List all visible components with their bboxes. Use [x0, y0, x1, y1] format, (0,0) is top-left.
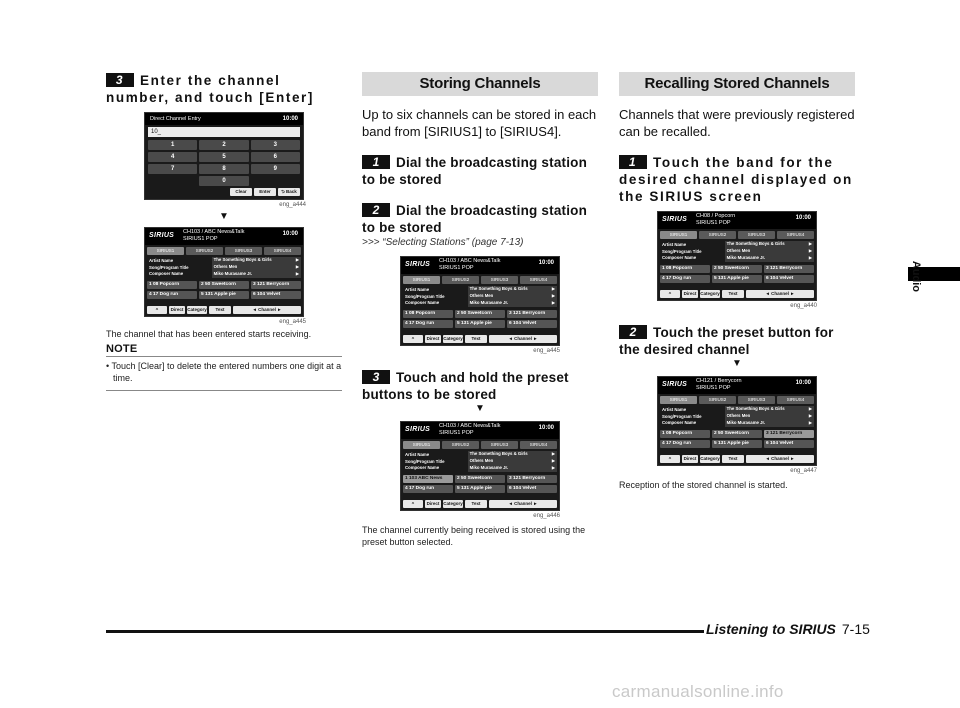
text-button[interactable]: Text: [465, 500, 487, 508]
info-value: Others Men: [726, 248, 751, 254]
play-arrow-icon: ▶: [551, 451, 555, 456]
play-arrow-icon: ▶: [808, 406, 812, 411]
channel-info: CH103 / ABC News&Talk SIRIUS1 POP: [183, 229, 245, 242]
info-label: Composer Name: [149, 271, 184, 276]
text-button[interactable]: Text: [722, 455, 744, 463]
sirius-logo: SIRIUS: [149, 232, 175, 239]
note-item: • Touch [Clear] to delete the entered numbers one digit at a time.: [106, 360, 342, 384]
info-value: Miko Murasame Jr.: [469, 465, 509, 471]
sirius-screen-figure: [657, 211, 817, 301]
bottom-bar: [147, 306, 301, 314]
figure-code: eng_a447: [790, 468, 817, 474]
channel-button[interactable]: ◄ Channel ►: [746, 290, 814, 298]
sirius-screen: [400, 256, 560, 346]
info-label: Composer Name: [405, 465, 440, 470]
preset-button[interactable]: 3 121 Berrycorn: [764, 265, 814, 273]
column-right: [619, 72, 855, 491]
preset-button[interactable]: 5 131 Apple pie: [199, 291, 249, 299]
channel-name: ABC News&Talk: [460, 258, 501, 264]
clear-button[interactable]: Clear: [230, 188, 252, 196]
band-tab[interactable]: SIRIUS2: [699, 396, 736, 404]
back-button[interactable]: [278, 188, 300, 196]
up-button[interactable]: ^: [147, 306, 167, 314]
band-tab[interactable]: SIRIUS4: [777, 231, 814, 239]
caption: Reception of the stored channel is started.: [619, 480, 788, 490]
screen-clock: 10:00: [795, 380, 811, 386]
intro-text: Up to six channels can be stored in each band from [SIRIUS1] to [SIRIUS4].: [362, 107, 597, 139]
band-tab[interactable]: SIRIUS3: [225, 247, 262, 255]
step-number-badge: 1: [362, 155, 390, 169]
band-tabs: [660, 231, 814, 239]
info-value-row[interactable]: [212, 271, 301, 278]
track-info: [147, 257, 301, 279]
preset-button[interactable]: 2 50 Sweetcorn: [712, 265, 762, 273]
figure-code: eng_a444: [279, 202, 306, 208]
down-arrow-icon: ▼: [475, 403, 485, 414]
info-value-row[interactable]: [468, 293, 557, 300]
preset-button[interactable]: 5 131 Apple pie: [712, 275, 762, 283]
channel-button[interactable]: ◄ Channel ►: [233, 306, 301, 314]
preset-button[interactable]: 3 121 Berrycorn: [507, 310, 557, 318]
preset-buttons: [147, 281, 301, 301]
step-text: Enter the channel number, and touch [Enter]: [106, 73, 315, 105]
band-tab[interactable]: SIRIUS3: [481, 276, 518, 284]
key-1[interactable]: 1: [148, 140, 197, 150]
sirius-logo: SIRIUS: [405, 261, 431, 268]
info-value: The Something Boys & Girls: [213, 257, 272, 262]
band-tab[interactable]: SIRIUS4: [264, 247, 301, 255]
info-label: Composer Name: [662, 255, 697, 260]
step-heading: [619, 154, 855, 205]
channel-sub: SIRIUS1 POP: [439, 430, 474, 436]
play-arrow-icon: ▶: [808, 241, 812, 246]
back-arrow-icon: ⮌: [281, 189, 285, 194]
band-tab[interactable]: SIRIUS4: [520, 441, 557, 449]
info-value-row[interactable]: [468, 458, 557, 465]
figure-code: eng_a445: [279, 319, 306, 325]
band-tabs: [660, 396, 814, 404]
bottom-bar: [660, 290, 814, 298]
direct-button[interactable]: Direct: [426, 336, 440, 341]
info-value: The Something Boys & Girls: [469, 451, 528, 456]
info-value: The Something Boys & Girls: [726, 406, 785, 411]
step-text: Touch the preset button for the desired channel: [619, 325, 834, 357]
divider: [106, 390, 342, 391]
figure-code: eng_a440: [790, 303, 817, 309]
band-tab[interactable]: SIRIUS3: [738, 396, 775, 404]
sirius-screen: [144, 227, 304, 317]
intro-text: Channels that were previously registered can be recalled.: [619, 107, 855, 139]
bottom-bar: [660, 455, 814, 463]
preset-button[interactable]: 6 104 Velvet: [507, 485, 557, 493]
info-value-row[interactable]: [725, 248, 814, 255]
band-tab[interactable]: SIRIUS4: [777, 396, 814, 404]
step-heading: [362, 154, 598, 188]
key-3[interactable]: 3: [251, 140, 300, 150]
sirius-logo: SIRIUS: [662, 216, 688, 223]
channel-name: ABC News&Talk: [204, 229, 245, 235]
info-label: Song/Program Title: [405, 458, 445, 464]
category-button[interactable]: Category: [700, 456, 720, 461]
channel-button[interactable]: ◄ Channel ►: [489, 335, 557, 343]
info-value-row[interactable]: [468, 300, 557, 307]
info-value: Miko Murasame Jr.: [213, 271, 253, 277]
band-tab[interactable]: SIRIUS1: [403, 276, 440, 284]
channel-sub: SIRIUS1 POP: [696, 385, 731, 391]
channel-number: CH103: [439, 423, 457, 429]
preset-button[interactable]: 6 104 Velvet: [764, 440, 814, 448]
info-label: Song/Program Title: [662, 413, 702, 419]
step-text: Touch and hold the preset buttons to be stored: [362, 370, 569, 402]
step-heading: [362, 202, 598, 236]
play-arrow-icon: ▶: [551, 293, 555, 299]
step-text: Dial the broadcasting station to be stored: [362, 203, 588, 235]
channel-name: ABC News&Talk: [460, 423, 501, 429]
key-6[interactable]: 6: [251, 152, 300, 162]
track-info: [403, 451, 557, 473]
bottom-bar: [403, 500, 557, 508]
section-heading: Recalling Stored Channels: [619, 72, 855, 96]
channel-number: CH121: [696, 378, 714, 384]
bottom-bar: [403, 335, 557, 343]
band-tab[interactable]: SIRIUS1: [660, 231, 697, 239]
play-arrow-icon: ▶: [808, 413, 812, 419]
band-tab[interactable]: SIRIUS3: [738, 231, 775, 239]
figure-code: eng_a445: [533, 348, 560, 354]
track-info: [403, 286, 557, 308]
preset-button[interactable]: 3 121 Berrycorn: [251, 281, 301, 289]
down-arrow-icon: ▼: [732, 358, 742, 369]
key-0[interactable]: 0: [199, 176, 248, 186]
info-value-row[interactable]: [725, 406, 814, 413]
step-text: Touch the band for the desired channel displayed on the SIRIUS screen: [619, 155, 853, 204]
screen-clock: 10:00: [282, 231, 298, 237]
preset-buttons: [660, 430, 814, 450]
step-number-badge: 3: [106, 73, 134, 87]
info-label: Artist Name: [662, 407, 687, 412]
text-button[interactable]: Text: [209, 306, 231, 314]
key-9[interactable]: 9: [251, 164, 300, 174]
info-value: The Something Boys & Girls: [726, 241, 785, 246]
info-labels: [405, 452, 445, 472]
channel-info: CH103 / ABC News&Talk SIRIUS1 POP: [439, 258, 501, 271]
step-number-badge: 3: [362, 370, 390, 384]
play-arrow-icon: ▶: [808, 420, 812, 426]
play-arrow-icon: ▶: [295, 257, 299, 262]
text-button[interactable]: Text: [465, 335, 487, 343]
screen-clock: 10:00: [538, 425, 554, 431]
direct-button[interactable]: Direct: [683, 456, 697, 461]
preset-button[interactable]: 6 104 Velvet: [764, 275, 814, 283]
key-4[interactable]: 4: [148, 152, 197, 162]
category-button[interactable]: Category: [187, 307, 207, 312]
info-label: Song/Program Title: [662, 248, 702, 254]
channel-sub: SIRIUS1 POP: [696, 220, 731, 226]
step-text: Dial the broadcasting station to be stored: [362, 155, 588, 187]
channel-name: Popcorn: [714, 213, 736, 219]
info-label: Artist Name: [662, 242, 687, 247]
page-number: 7-15: [841, 621, 870, 637]
column-middle: [362, 72, 598, 548]
info-values: [212, 257, 301, 279]
play-arrow-icon: ▶: [551, 286, 555, 291]
info-label: Composer Name: [405, 300, 440, 305]
category-button[interactable]: Category: [700, 291, 720, 296]
sirius-screen: [657, 211, 817, 301]
info-value: Miko Murasame Jr.: [726, 420, 766, 426]
info-value-row[interactable]: [725, 413, 814, 420]
key-5[interactable]: 5: [199, 152, 248, 162]
screen-clock: 10:00: [538, 260, 554, 266]
up-button[interactable]: ^: [660, 455, 680, 463]
info-label: Artist Name: [405, 287, 430, 292]
channel-info: CH121 / Berrycorn SIRIUS1 POP: [696, 378, 742, 391]
key-2[interactable]: 2: [199, 140, 248, 150]
preset-button[interactable]: 5 131 Apple pie: [455, 485, 505, 493]
preset-button[interactable]: 1 08 Popcorn: [147, 281, 197, 289]
screen-clock: 10:00: [795, 215, 811, 221]
channel-number: CH103: [439, 258, 457, 264]
info-value-row[interactable]: [468, 465, 557, 472]
info-values: [468, 286, 557, 308]
preset-button-selected[interactable]: 1 103 ABC News: [403, 475, 453, 483]
preset-button[interactable]: 5 131 Apple pie: [712, 440, 762, 448]
key-spacer: [251, 176, 300, 186]
info-label: Artist Name: [149, 258, 174, 263]
info-labels: [662, 242, 702, 262]
channel-info: CH103 / ABC News&Talk SIRIUS1 POP: [439, 423, 501, 436]
column-left: [106, 72, 342, 391]
preset-button[interactable]: 4 17 Dog run: [147, 291, 197, 299]
info-value: Others Men: [213, 264, 238, 270]
sirius-logo: SIRIUS: [405, 426, 431, 433]
play-arrow-icon: ▶: [295, 264, 299, 270]
preset-button[interactable]: 1 08 Popcorn: [660, 265, 710, 273]
info-label: Song/Program Title: [149, 264, 189, 270]
info-value-row[interactable]: [725, 241, 814, 248]
preset-button[interactable]: 6 104 Velvet: [507, 320, 557, 328]
info-label: Composer Name: [662, 420, 697, 425]
channel-number: CH08: [696, 213, 711, 219]
screen-title: Direct Channel Entry: [145, 113, 303, 125]
key-8[interactable]: 8: [199, 164, 248, 174]
direct-channel-entry-screen: [144, 112, 304, 200]
screen-clock: 10:00: [282, 116, 298, 122]
info-values: [468, 451, 557, 473]
down-arrow-icon: ▼: [219, 211, 229, 222]
step-number-badge: 2: [362, 203, 390, 217]
band-tab[interactable]: SIRIUS2: [699, 231, 736, 239]
track-info: [660, 406, 814, 428]
up-button[interactable]: ^: [403, 335, 423, 343]
band-tab[interactable]: SIRIUS3: [481, 441, 518, 449]
band-tab[interactable]: SIRIUS1: [403, 441, 440, 449]
preset-button[interactable]: 4 17 Dog run: [403, 320, 453, 328]
info-value: Miko Murasame Jr.: [469, 300, 509, 306]
band-tab[interactable]: SIRIUS4: [520, 276, 557, 284]
up-button[interactable]: ^: [403, 500, 423, 508]
play-arrow-icon: ▶: [551, 458, 555, 464]
info-value-row[interactable]: [725, 420, 814, 427]
channel-button[interactable]: ◄ Channel ►: [489, 500, 557, 508]
preset-button[interactable]: 3 121 Berrycorn: [507, 475, 557, 483]
channel-sub: SIRIUS1 POP: [183, 236, 218, 242]
text-button[interactable]: Text: [722, 290, 744, 298]
enter-button[interactable]: Enter: [254, 188, 276, 196]
preset-button[interactable]: 4 17 Dog run: [660, 275, 710, 283]
direct-button[interactable]: Direct: [170, 307, 184, 312]
footer-rule: [106, 630, 704, 633]
info-value-row[interactable]: [212, 257, 301, 264]
preset-button[interactable]: 5 131 Apple pie: [455, 320, 505, 328]
direct-entry-figure: [144, 112, 304, 200]
preset-button[interactable]: 2 50 Sweetcorn: [455, 475, 505, 483]
channel-number-input[interactable]: 10_: [148, 127, 300, 137]
keypad: [148, 140, 300, 186]
band-tab[interactable]: SIRIUS1: [147, 247, 184, 255]
channel-info: CH08 / Popcorn SIRIUS1 POP: [696, 213, 736, 226]
info-value: The Something Boys & Girls: [469, 286, 528, 291]
step-number-badge: 1: [619, 155, 647, 169]
caption: The channel that has been entered starts receiving.: [106, 329, 312, 339]
preset-buttons: [403, 310, 557, 330]
preset-buttons: [403, 475, 557, 495]
step-heading: [362, 369, 598, 403]
preset-buttons: [660, 265, 814, 285]
info-value: Others Men: [469, 458, 494, 464]
info-values: [725, 241, 814, 263]
band-tab[interactable]: SIRIUS2: [442, 441, 479, 449]
step-number-badge: 2: [619, 325, 647, 339]
preset-button[interactable]: 6 104 Velvet: [251, 291, 301, 299]
info-value-row[interactable]: [468, 451, 557, 458]
sirius-screen-figure: [400, 256, 560, 346]
band-tabs: [403, 441, 557, 449]
band-tab[interactable]: SIRIUS2: [442, 276, 479, 284]
preset-button[interactable]: 4 17 Dog run: [660, 440, 710, 448]
footer-title: Listening to SIRIUS: [706, 621, 836, 637]
key-7[interactable]: 7: [148, 164, 197, 174]
cross-reference[interactable]: >>> “Selecting Stations” (page 7-13): [362, 237, 524, 248]
section-tab-label: Audio: [910, 260, 922, 292]
info-label: Artist Name: [405, 452, 430, 457]
track-info: [660, 241, 814, 263]
info-labels: [405, 287, 445, 307]
preset-button[interactable]: 2 50 Sweetcorn: [199, 281, 249, 289]
play-arrow-icon: ▶: [295, 271, 299, 277]
channel-number: CH103: [183, 229, 201, 235]
info-labels: [662, 407, 702, 427]
entry-actions: [230, 188, 300, 196]
figure-code: eng_a446: [533, 513, 560, 519]
note-title: NOTE: [106, 343, 138, 355]
preset-button[interactable]: 2 50 Sweetcorn: [455, 310, 505, 318]
sirius-logo: SIRIUS: [662, 381, 688, 388]
info-value: Others Men: [726, 413, 751, 419]
info-value-row[interactable]: [468, 286, 557, 293]
step-heading: [619, 324, 855, 358]
category-button[interactable]: Category: [443, 336, 463, 341]
caption: The channel currently being received is stored using the preset button selected.: [362, 525, 586, 547]
divider: [106, 356, 342, 357]
preset-button[interactable]: 4 17 Dog run: [403, 485, 453, 493]
info-value-row[interactable]: [725, 255, 814, 262]
back-label: Back: [286, 189, 297, 194]
channel-name: Berrycorn: [717, 378, 742, 384]
direct-button[interactable]: Direct: [683, 291, 697, 296]
preset-button-selected[interactable]: 3 121 Berrycorn: [764, 430, 814, 438]
info-value-row[interactable]: [212, 264, 301, 271]
sirius-screen-figure: [657, 376, 817, 466]
up-button[interactable]: ^: [660, 290, 680, 298]
preset-button[interactable]: 1 08 Popcorn: [403, 310, 453, 318]
direct-button[interactable]: Direct: [426, 501, 440, 506]
play-arrow-icon: ▶: [551, 465, 555, 471]
play-arrow-icon: ▶: [808, 255, 812, 261]
sirius-screen: [400, 421, 560, 511]
info-value: Miko Murasame Jr.: [726, 255, 766, 261]
key-spacer: [148, 176, 197, 186]
note-list: [106, 360, 342, 384]
band-tab[interactable]: SIRIUS1: [660, 396, 697, 404]
watermark: carmanualsonline.info: [612, 682, 784, 701]
channel-sub: SIRIUS1 POP: [439, 265, 474, 271]
category-button[interactable]: Category: [443, 501, 463, 506]
band-tab[interactable]: SIRIUS2: [186, 247, 223, 255]
info-value: Others Men: [469, 293, 494, 299]
band-tabs: [147, 247, 301, 255]
sirius-screen: [657, 376, 817, 466]
preset-button[interactable]: 2 50 Sweetcorn: [712, 430, 762, 438]
sirius-screen-figure: [400, 421, 560, 511]
page-footer: [706, 621, 870, 637]
info-labels: [149, 258, 189, 278]
step-heading: [106, 72, 342, 106]
info-values: [725, 406, 814, 428]
sirius-screen-figure: [144, 227, 304, 317]
band-tabs: [403, 276, 557, 284]
section-heading: Storing Channels: [362, 72, 598, 96]
info-label: Song/Program Title: [405, 293, 445, 299]
preset-button[interactable]: 1 08 Popcorn: [660, 430, 710, 438]
play-arrow-icon: ▶: [551, 300, 555, 306]
play-arrow-icon: ▶: [808, 248, 812, 254]
channel-button[interactable]: ◄ Channel ►: [746, 455, 814, 463]
